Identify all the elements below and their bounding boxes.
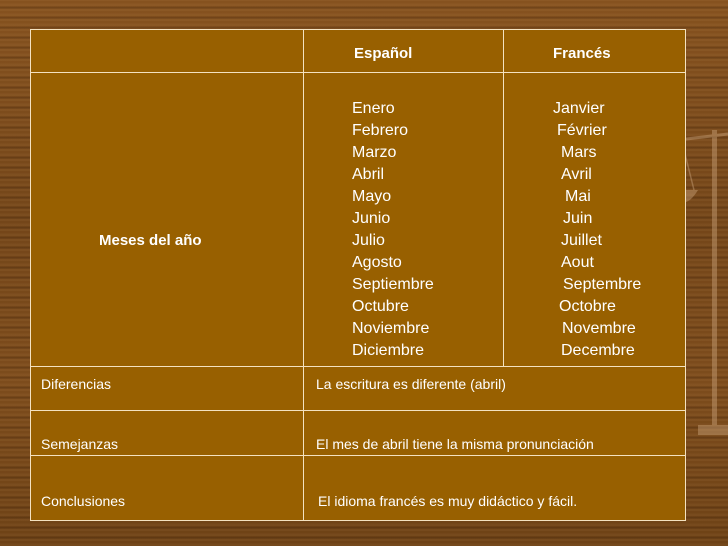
month-es: Octubre: [352, 298, 409, 315]
column-divider: [503, 30, 504, 366]
month-es: Agosto: [352, 254, 402, 271]
row-divider: [31, 72, 685, 73]
month-es: Junio: [352, 210, 391, 227]
row-divider: [31, 410, 685, 411]
comparison-table: [30, 29, 686, 521]
month-es: Diciembre: [352, 342, 425, 359]
row-text-conclusiones: El idioma francés es muy didáctico y fácil.: [318, 493, 578, 509]
month-es: Septiembre: [352, 276, 434, 293]
header-spanish: Español: [354, 45, 413, 62]
header-french: Francés: [553, 45, 611, 62]
month-fr: Février: [557, 122, 607, 139]
month-fr: Aout: [561, 254, 594, 271]
month-es: Febrero: [352, 122, 409, 139]
month-es: Enero: [352, 100, 395, 117]
month-fr: Mai: [565, 188, 591, 205]
month-fr: Juillet: [561, 232, 602, 249]
month-es: Marzo: [352, 144, 397, 161]
row-text-semejanzas: El mes de abril tiene la misma pronunciación: [316, 436, 594, 452]
french-months-list: [551, 98, 691, 368]
month-fr: Janvier: [553, 100, 605, 117]
month-es: Noviembre: [352, 320, 430, 337]
month-fr: Mars: [561, 144, 597, 161]
row-text-diferencias: La escritura es diferente (abril): [316, 376, 506, 392]
month-fr: Decembre: [561, 342, 635, 359]
row-label-conclusiones: Conclusiones: [41, 493, 126, 509]
months-label: Meses del año: [99, 232, 202, 249]
row-label-semejanzas: Semejanzas: [41, 436, 119, 452]
month-es: Julio: [352, 232, 385, 249]
month-fr: Juin: [563, 210, 593, 227]
row-label-diferencias: Diferencias: [41, 376, 112, 392]
month-es: Mayo: [352, 188, 392, 205]
spanish-months-list: [352, 98, 434, 362]
column-divider: [303, 30, 304, 521]
month-fr: Novembre: [562, 320, 636, 337]
month-fr: Septembre: [563, 276, 642, 293]
month-fr: Octobre: [559, 298, 616, 315]
month-fr: Avril: [561, 166, 592, 183]
month-es: Abril: [352, 166, 385, 183]
row-divider: [31, 455, 685, 456]
